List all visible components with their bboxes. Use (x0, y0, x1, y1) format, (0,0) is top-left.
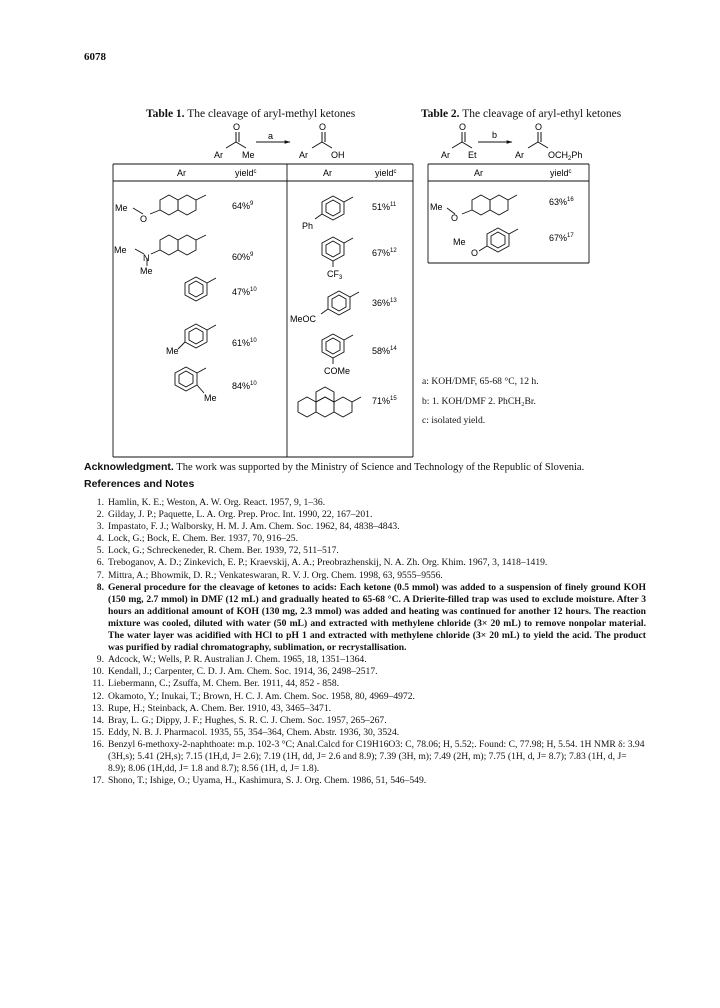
reference-number: 6. (96, 557, 104, 569)
t1-right-yield-value: 36% (372, 298, 391, 308)
sub-meoc: MeOC (290, 314, 317, 324)
t2-head-yield (550, 168, 572, 178)
reference-number: 2. (96, 509, 104, 521)
references-heading: References and Notes (84, 478, 195, 490)
t1-head-yield1-text: yield (235, 168, 254, 178)
scheme1-me: Me (242, 150, 255, 160)
t1-left-yield-value: 60% (232, 252, 251, 262)
scheme2-ar2: Ar (515, 150, 524, 160)
t1-head-yield1-sup: c (253, 169, 257, 175)
reference-text: Okamoto, Y.; Inukai, T.; Brown, H. C. J. Am. Chem. Soc. 1958, 80, 4969–4972. (108, 690, 415, 702)
reference-item (84, 497, 646, 509)
sub-me-4: Me (166, 346, 179, 356)
reference-number: 16. (92, 738, 104, 750)
t2-yield-ref: 16 (567, 197, 574, 203)
t1-left-yield-ref: 10 (250, 381, 257, 387)
reference-text: Lock, G.; Schreckeneder, R. Chem. Ber. 1939, 72, 511–517. (108, 545, 339, 557)
t1-right-yield-ref: 11 (390, 202, 397, 208)
t1-right-yield-ref: 14 (390, 346, 397, 352)
t2-sub-o-1: O (451, 213, 459, 223)
reference-text: Treboganov, A. D.; Zinkevich, E. P.; Kraevskij, A. A.; Preobrazhenskij, N. A. Zh. Org. Khim. 1967, 3, 1418–1419. (108, 557, 548, 569)
phenanthryl-structure (298, 387, 361, 417)
table1-label: Table 1. (146, 108, 185, 120)
sub-me-3: Me (140, 266, 153, 276)
t1-right-yield-value: 51% (372, 202, 391, 212)
table2-label: Table 2. (421, 108, 460, 120)
trifluoromethylphenyl-structure (322, 237, 353, 267)
reference-item (84, 703, 646, 715)
methoxyphenyl-structure (321, 291, 359, 315)
t1-left-yield-ref: 10 (250, 287, 257, 293)
reference-number: 12. (92, 690, 104, 702)
reference-number: 3. (96, 521, 104, 533)
table1-right-yields (372, 202, 397, 406)
reference-number: 14. (92, 714, 104, 726)
reference-text: Kendall, J.; Carpenter, C. D. J. Am. Chem. Soc. 1914, 36, 2498–2517. (108, 666, 378, 678)
reference-item (84, 678, 646, 690)
scheme2-och: OCH (548, 150, 568, 160)
note-c: c: isolated yield. (422, 415, 486, 426)
t2-head-ar: Ar (474, 168, 483, 178)
reference-item (84, 509, 646, 521)
reference-text: Shono, T.; Ishige, O.; Uyama, H., Kashimura, S. J. Org. Chem. 1986, 51, 546–549. (108, 775, 427, 787)
t1-left-yield-3 (232, 287, 257, 297)
t2-yield-value: 67% (549, 233, 568, 243)
reference-text: Liebermann, C.; Zsuffa, M. Chem. Ber. 1911, 44, 852 - 858. (108, 678, 340, 690)
reference-item (84, 727, 646, 739)
acknowledgment-text: The work was supported by the Ministry of Science and Technology of the Republic of Slovenia. (173, 462, 585, 473)
t1-left-yield-value: 47% (232, 287, 251, 297)
t1-left-yield-value: 61% (232, 338, 251, 348)
scheme2-och2ph (548, 150, 582, 162)
scheme1-oh: OH (331, 150, 345, 160)
reference-number: 8. (96, 581, 104, 593)
t1-right-yield-5 (372, 396, 397, 406)
table2-caption-text: The cleavage of aryl-ethyl ketones (459, 108, 622, 120)
reference-text: Lock, G.; Bock, E. Chem. Ber. 1937, 70, 916–25. (108, 533, 298, 545)
t1-head-yield2 (375, 168, 397, 178)
sub-ph: Ph (302, 221, 314, 231)
acetylphenyl-structure (322, 334, 353, 364)
sub-come: COMe (324, 366, 351, 376)
t1-left-yield-value: 64% (232, 201, 251, 211)
reference-text: Benzyl 6-methoxy-2-naphthoate: m.p. 102-3 °C; Anal.Calcd for C19H16O3: C, 78.06; H, 5.52;. Found: C, 77.98; H, 5.54. 1H NMR δ: 3.94 (3H,s); 5.41 (2H,s); 7.15 (1H,d, J= 2.6); 7.19 (1H, dd, J= 2.6 and 8.9); 7.39 (3H, m); 7.49 (2H, m); 7.75 (1H, d, J= 8.7); 7.83 (1H, d, J= 8.9); 8.06 (1H,dd, J= 1.8 and 8.7); 8.56 (1H, d, J= 1.8). (108, 738, 645, 775)
t1-right-yield-3 (372, 298, 397, 308)
reference-number: 4. (96, 533, 104, 545)
reference-number: 9. (96, 654, 104, 666)
reference-number: 13. (92, 702, 104, 714)
methoxynaphthyl-structure (133, 195, 206, 215)
t1-right-yield-ref: 12 (390, 248, 397, 254)
t1-left-yield-ref: 10 (250, 338, 257, 344)
scheme2-och-sub: 2 (568, 156, 572, 162)
table1-scheme (226, 132, 332, 148)
t2-head-yield-text: yield (550, 168, 569, 178)
reference-item (84, 545, 646, 557)
t1-right-yield-1 (372, 202, 397, 212)
references-list (84, 497, 646, 787)
acknowledgment (84, 461, 644, 473)
t2-yield-ref: 17 (567, 233, 574, 239)
reference-number: 17. (92, 775, 104, 787)
reference-text: Adcock, W.; Wells, P. R. Australian J. Chem. 1965, 18, 1351–1364. (108, 654, 367, 666)
scheme2-o2: O (535, 122, 543, 132)
reference-item (84, 582, 646, 655)
scheme2-o1: O (459, 122, 467, 132)
table2-scheme (452, 132, 548, 148)
reference-text: Eddy, N. B. J. Pharmacol. 1935, 55, 354–364, Chem. Abstr. 1936, 30, 3524. (108, 726, 400, 738)
scheme1-ar2: Ar (299, 150, 308, 160)
reference-item (84, 557, 646, 569)
reference-text: Impastato, F. J.; Walborsky, H. M. J. Am. Chem. Soc. 1962, 84, 4838–4843. (108, 521, 400, 533)
note-a: a: KOH/DMF, 65-68 °C, 12 h. (422, 376, 539, 387)
reference-number: 7. (96, 569, 104, 581)
reference-number: 11. (92, 678, 104, 690)
t1-left-yield-5 (232, 381, 257, 391)
scheme1-o2: O (319, 122, 327, 132)
table1-caption-text: The cleavage of aryl-methyl ketones (184, 108, 356, 120)
t1-right-yield-4 (372, 346, 397, 356)
scheme1-o1: O (233, 122, 241, 132)
sub-cf3-text: CF (327, 269, 339, 279)
table1-grid (113, 164, 413, 457)
sub-n: N (143, 253, 150, 263)
p-tolyl-structure (178, 324, 216, 349)
reference-item (84, 654, 646, 666)
reference-text: Mittra, A.; Bhowmik, D. R.; Venkateswaran, R. V. J. Org. Chem. 1998, 63, 9555–9556. (108, 569, 443, 581)
scheme2-reagent: b (492, 130, 498, 140)
sub-cf3-sub: 3 (339, 275, 343, 281)
page-number: 6078 (84, 51, 106, 63)
t1-left-yield-ref: 9 (250, 252, 254, 258)
t2-methoxyphenyl-structure (479, 228, 518, 252)
acknowledgment-heading: Acknowledgment. (84, 461, 174, 473)
sub-cf3 (327, 269, 343, 281)
table2-yields (549, 197, 574, 243)
t2-sub-me-2: Me (453, 237, 466, 247)
note-b: b: 1. KOH/DMF 2. PhCH₂Br. (422, 395, 536, 407)
table-footnotes (422, 372, 539, 431)
t1-right-yield-value: 58% (372, 346, 391, 356)
t1-right-yield-value: 67% (372, 248, 391, 258)
biphenyl-structure (315, 196, 353, 220)
phenyl-structure (185, 277, 216, 301)
t1-left-yield-4 (232, 338, 257, 348)
scheme2-och-tail: Ph (571, 150, 583, 160)
reference-text: Hamlin, K. E.; Weston, A. W. Org. React. 1957, 9, 1–36. (108, 497, 326, 508)
reference-number: 10. (92, 666, 104, 678)
t1-head-ar1: Ar (177, 168, 186, 178)
reference-item (84, 666, 646, 678)
reference-number: 5. (96, 545, 104, 557)
t2-head-yield-sup: c (568, 169, 572, 175)
reference-item (84, 775, 646, 787)
reference-item (84, 533, 646, 545)
reference-item (84, 570, 646, 582)
scheme2-ar1: Ar (441, 150, 450, 160)
reference-item (84, 691, 646, 703)
reference-number: 1. (96, 497, 104, 508)
t1-right-yield-value: 71% (372, 396, 391, 406)
t2-yield-1 (549, 197, 574, 207)
scheme1-ar1: Ar (214, 150, 223, 160)
sub-me-2: Me (114, 245, 127, 255)
table1-left-yields (232, 201, 257, 391)
sub-me-1: Me (115, 203, 128, 213)
t1-head-yield2-text: yield (375, 168, 394, 178)
t1-head-yield1 (235, 168, 257, 178)
reference-text: Rupe, H.; Steinback, A. Chem. Ber. 1910, 43, 3465–3471. (108, 702, 332, 714)
reference-text: Bray, L. G.; Dippy, J. F.; Hughes, S. R. C. J. Chem. Soc. 1957, 265–267. (108, 714, 387, 726)
scheme2-et: Et (468, 150, 477, 160)
t1-right-yield-2 (372, 248, 397, 258)
t1-head-ar2: Ar (323, 168, 332, 178)
t1-left-yield-ref: 9 (250, 201, 254, 207)
reference-number: 15. (92, 726, 104, 738)
reference-item (84, 521, 646, 533)
t2-sub-o-2: O (471, 248, 479, 258)
reference-text: Gilday, J. P.; Paquette, L. A. Org. Prep. Proc. Int. 1990, 22, 167–201. (108, 509, 373, 521)
t1-left-yield-2 (232, 252, 254, 262)
t1-right-yield-ref: 13 (390, 298, 397, 304)
reference-item (84, 739, 646, 775)
o-tolyl-structure (175, 367, 206, 393)
t1-head-yield2-sup: c (393, 169, 397, 175)
t2-yield-value: 63% (549, 197, 568, 207)
t1-left-yield-1 (232, 201, 254, 211)
sub-me-5: Me (204, 393, 217, 403)
reference-item (84, 715, 646, 727)
t1-left-yield-value: 84% (232, 381, 251, 391)
sub-o-1: O (140, 214, 148, 224)
t2-sub-me-1: Me (430, 202, 443, 212)
scheme1-reagent: a (268, 131, 274, 141)
t2-yield-2 (549, 233, 574, 243)
t1-right-yield-ref: 15 (390, 396, 397, 402)
tables-figure (0, 0, 720, 470)
reference-text: General procedure for the cleavage of ketones to acids: Each ketone (0.5 mmol) was added to a suspension of finely ground KOH (150 mg, 2.7 mmol) in DMF (12 mL) and gradually heated to 65-68 °C. A Drierite-filled trap was used to exclude moisture. After 3 hours an additional amount of KOH (130 mg, 2.3 mmol) was added and heating was continued for another 12 hours. The reaction mixture was cooled, diluted with water (50 mL) and extracted with methylene chloride (3× 20 mL) to remove nonpolar material. The water layer was acidified with HCl to pH 1 and extracted with methylene chloride (3× 20 mL) to yield the acid. The product was purified by radial chromatography, sublimation, or recrystallisation. (108, 581, 646, 654)
t2-methoxynaphthyl-structure (447, 195, 517, 215)
